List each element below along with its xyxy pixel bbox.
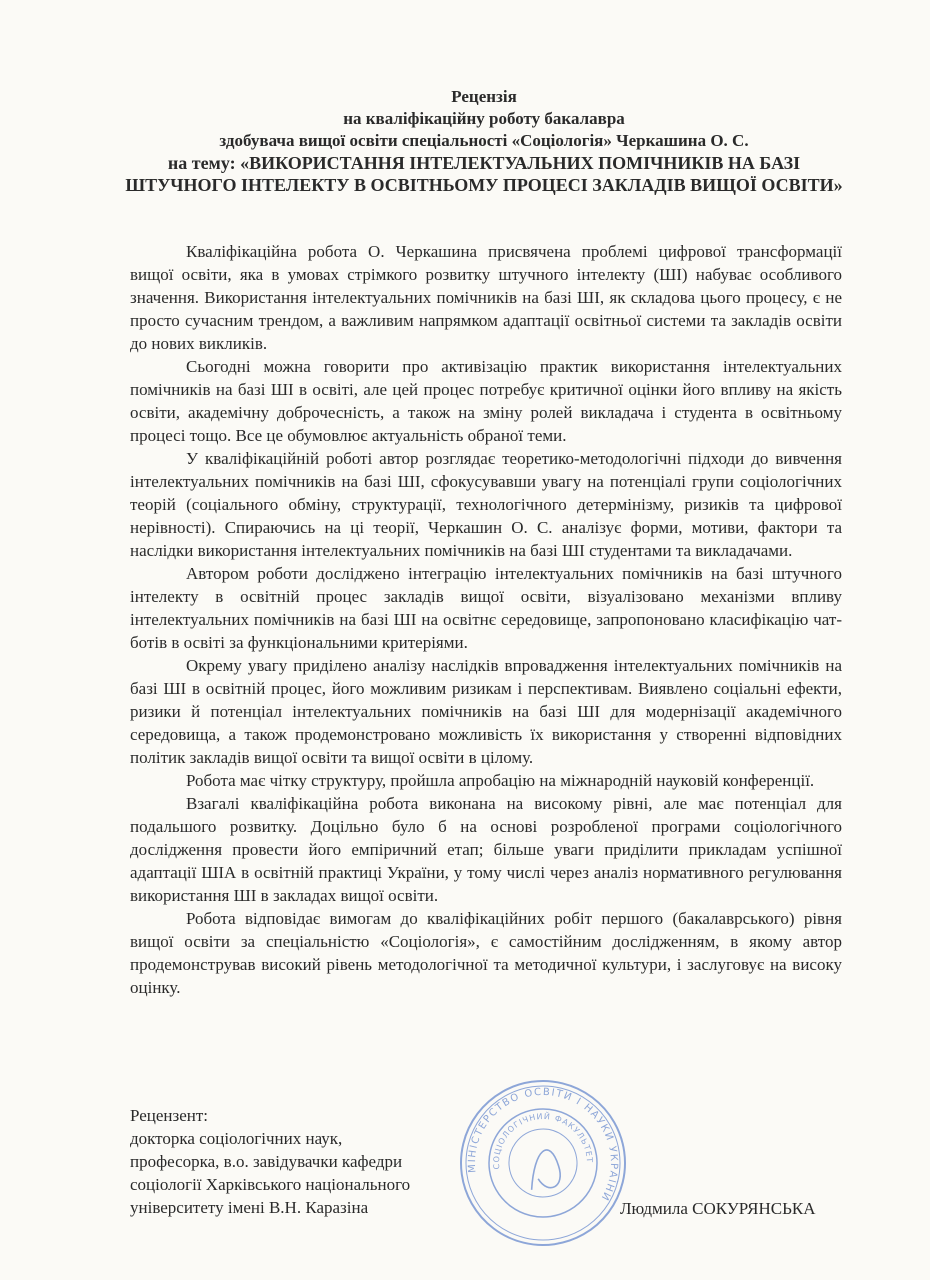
paragraph: Окрему увагу приділено аналізу наслідків впровадження інтелектуальних помічників на базі ШІ в освітній процес, його можливим ризикам і перспективам. Виявлено соціальні ефекти, ризики й потенціал інтелектуальних помічників на базі ШІ для модернізації академічного середовища, а також продемонстровано можливість їх використання у створенні відповідних політик закладів вищої освіти та вищої освіти в цілому. (130, 656, 842, 767)
svg-text:СОЦІОЛОГІЧНИЙ ФАКУЛЬТЕТ (485, 1104, 595, 1177)
reviewer-block (130, 1104, 470, 1219)
paragraph: Робота має чітку структуру, пройшла апробацію на міжнародній науковій конференції. (186, 771, 815, 790)
official-stamp (458, 1078, 628, 1248)
reviewer-degree: докторка соціологічних наук, (130, 1129, 343, 1148)
paragraph: У кваліфікаційній роботі автор розглядає теоретико-методологічні підходи до вивчення інтелектуальних помічників на базі ШІ, сфокусувавши увагу на потенціалі групи соціологічних теорій (соціального обміну, структурації, технологічного детермінізму, ризиків та цифрової нерівності). Спираючись на ці теорії, Черкашин О. С. аналізує форми, мотиви, фактори та наслідки використання інтелектуальних помічників на базі ШІ студентами та викладачами. (130, 449, 842, 560)
paragraph: Робота відповідає вимогам до кваліфікаційних робіт першого (бакалаврського) рівня вищої освіти за спеціальністю «Соціологія», є самостійним дослідженням, в якому автор продемонстрував високий рівень методологічної та методичної культури, і заслуговує на високу оцінку. (130, 909, 842, 997)
stamp-inner-text: СОЦІОЛОГІЧНИЙ ФАКУЛЬТЕТ (491, 1111, 595, 1170)
stamp-outer-text: МІНІСТЕРСТВО ОСВІТИ І НАУКИ УКРАЇНИ (466, 1086, 620, 1204)
paragraph: Взагалі кваліфікаційна робота виконана на високому рівні, але має потенціал для подальшого розвитку. Доцільно було б на основі розробленої програми соціологічного дослідження провести його емпіричний етап; більше уваги приділити прикладам успішної адаптації ШІА в освітній практиці України, у тому числі через аналіз нормативного регулювання використання ШІ в закладах вищої освіти. (130, 794, 842, 905)
reviewer-university: університету імені В.Н. Каразіна (130, 1198, 369, 1217)
document-subtitle: на кваліфікаційну роботу бакалавра (343, 109, 625, 128)
reviewer-department: соціології Харківського національного (130, 1175, 411, 1194)
paragraph: Кваліфікаційна робота О. Черкашина присвячена проблемі цифрової трансформації вищої освіти, яка в умовах стрімкого розвитку штучного інтелекту (ШІ) набуває особливого значення. Використання інтелектуальних помічників на базі ШІ, як складова цього процесу, є не просто сучасним трендом, а важливим напрямком адаптації освітньої системи та закладів освіти до нових викликів. (130, 242, 842, 353)
review-body (130, 240, 842, 999)
paragraph: Автором роботи досліджено інтеграцію інтелектуальних помічників на базі штучного інтелекту в освітній процес закладів вищої освіти, візуалізовано механізми впливу інтелектуальних помічників на базі ШІ на освітнє середовище, запропоновано класифікацію чат-ботів в освіті за функціональними критеріями. (130, 564, 842, 652)
reviewer-position: професорка, в.о. завідувачки кафедри (130, 1152, 403, 1171)
reviewer-label: Рецензент: (130, 1106, 209, 1125)
document-title: Рецензія (451, 87, 517, 106)
svg-text:МІНІСТЕРСТВО ОСВІТИ І НАУКИ УК (458, 1078, 625, 1222)
document-applicant: здобувача вищої освіти спеціальності «Соціологія» Черкашина О. С. (219, 131, 749, 150)
reviewer-name: Людмила СОКУРЯНСЬКА (620, 1199, 816, 1218)
paragraph: Сьогодні можна говорити про активізацію практик використання інтелектуальних помічників на базі ШІ в освіті, але цей процес потребує критичної оцінки його впливу на якість освіти, академічну доброчесність, а також на зміну ролей викладача і студента в освітньому процесі тощо. Все це обумовлює актуальність обраної теми. (130, 357, 842, 445)
document-header (120, 86, 848, 196)
document-topic: на тему: «ВИКОРИСТАННЯ ІНТЕЛЕКТУАЛЬНИХ ПОМІЧНИКІВ НА БАЗІ ШТУЧНОГО ІНТЕЛЕКТУ В ОСВІТНЬОМУ ПРОЦЕСІ ЗАКЛАДІВ ВИЩОЇ ОСВІТИ» (125, 153, 843, 195)
